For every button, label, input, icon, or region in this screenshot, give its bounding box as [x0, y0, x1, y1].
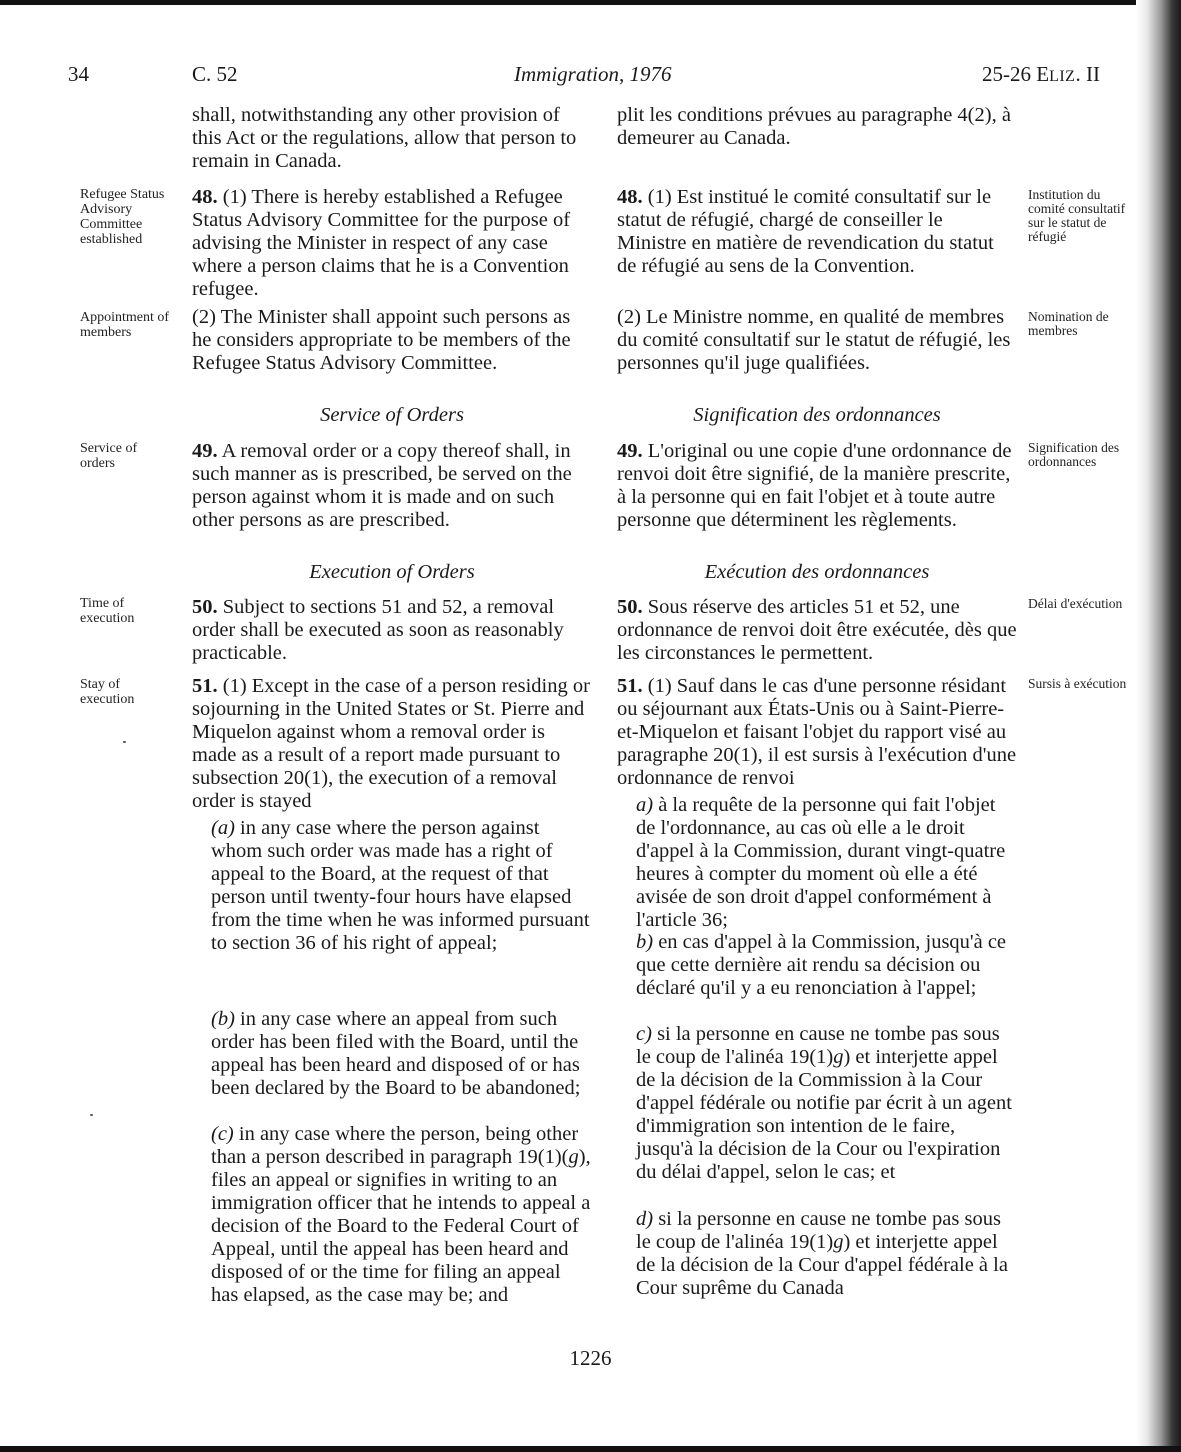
en-heading-execution: Execution of Orders [309, 561, 475, 583]
fr-para-d-text-1: si la personne en cause ne tombe pas sous le coup de l'alinéa 19(1) [636, 1208, 1001, 1253]
en-s48-number: 48. [192, 186, 218, 208]
print-speck [123, 741, 126, 743]
fr-s50-text: Sous réserve des articles 51 et 52, une ordonnance de renvoi doit être exécutée, dès que les circonstances le permettent. [617, 596, 1017, 664]
en-s48-1-text: (1) There is hereby established a Refugee Status Advisory Committee for the purpose of advising the Minister in respect of any case where a person claims that he is a Convention refugee. [192, 186, 571, 300]
en-s51-text: (1) Except in the case of a person residing or sojourning in the United States or St. Pierre and Miquelon against whom a removal order is made as a result of a report made pursuant to subsection 20(1), the execution of a removal order is stayed [192, 675, 590, 812]
fr-para-b-text: en cas d'appel à la Commission, jusqu'à ce que cette dernière ait rendu sa décision ou déclaré qu'il y a eu renonciation à l'appel; [636, 931, 1007, 999]
en-section-50 [192, 596, 592, 665]
fr-heading-execution: Exécution des ordonnances [704, 561, 930, 583]
en-para-b-label: (b) [211, 1008, 235, 1030]
fr-para-d-g: g [833, 1231, 844, 1253]
margin-note-appointment: Appointment of members [80, 310, 170, 340]
fr-s49-text: L'original ou une copie d'une ordonnance de renvoi doit être signifié, de la manière prescrite, à la personne qui en fait l'objet et à toute autre personne que déterminent les règlements. [617, 440, 1012, 531]
statute-title: Immigration, 1976 [514, 62, 672, 86]
en-heading-service: Service of Orders [320, 404, 464, 426]
fr-section-48-1 [617, 186, 1017, 278]
fr-section-49 [617, 440, 1017, 532]
fr-heading-service: Signification des ordonnances [693, 404, 941, 426]
fr-section-48-2: (2) Le Ministre nomme, en qualité de membres du comité consultatif sur le statut de réfugié, les personnes qu'il juge qualifiées. [617, 306, 1011, 374]
fr-continuation: plit les conditions prévues au paragraphe 4(2), à demeurer au Canada. [617, 104, 1011, 149]
en-section-48-1 [192, 186, 592, 301]
en-s49-number: 49. [192, 440, 218, 462]
regnal-smallcaps: LIZ [1049, 68, 1076, 85]
fr-para-c-label: c) [636, 1023, 652, 1045]
fr-s48-1-text: (1) Est institué le comité consultatif sur le statut de réfugié, chargé de conseiller le Ministre en matière de revendication du statut de réfugié au sens de la Convention. [617, 186, 994, 277]
fr-para-a-label: a) [636, 794, 654, 816]
margin-note-time-execution: Time of execution [80, 596, 135, 626]
page-number: 34 [68, 62, 89, 86]
fr-paragraph-c [617, 1023, 1017, 1184]
fr-section-51-1 [617, 675, 1017, 790]
en-paragraph-a [192, 817, 592, 955]
fr-paragraph-b [617, 931, 1017, 1000]
en-para-c-text-2: ), files an appeal or signifies in writing to an immigration officer that he intends to appeal a decision of the Board to the Federal Court of Appeal, until the appeal has been heard and disposed of or the time for filing an appeal has elapsed, as the case may be; and [211, 1146, 591, 1306]
scan-bottom-border [0, 1446, 1181, 1452]
margin-note-refugee-committee: Refugee Status Advisory Committee established [80, 187, 165, 247]
en-s50-number: 50. [192, 596, 218, 618]
margin-note-service: Service of orders [80, 441, 138, 471]
fr-paragraph-a [617, 794, 1017, 932]
fr-s50-number: 50. [617, 596, 643, 618]
fr-para-c-text-1: si la personne en cause ne tombe pas sous le coup de l'alinéa 19(1) [636, 1023, 1000, 1068]
binding-shadow [1136, 0, 1181, 1452]
regnal-suffix: . II [1075, 62, 1100, 86]
margin-note-signification: Signification des ordonnances [1028, 440, 1120, 469]
scan-top-border [0, 0, 1181, 5]
en-para-c-text-1: in any case where the person, being other than a person described in paragraph 19(1)( [211, 1123, 579, 1168]
en-continuation: shall, notwithstanding any other provision of this Act or the regulations, allow that person to remain in Canada. [192, 104, 577, 172]
fr-para-c-g: g [833, 1046, 844, 1068]
en-paragraph-b [192, 1008, 592, 1100]
print-speck [90, 1114, 93, 1116]
fr-paragraph-d [617, 1208, 1017, 1300]
en-section-49 [192, 440, 592, 532]
margin-note-delai: Délai d'exécution [1028, 596, 1123, 611]
fr-section-50 [617, 596, 1017, 665]
fr-para-a-text: à la requête de la personne qui fait l'objet de l'ordonnance, au cas où elle a le droit d'appel à la Commission, durant vingt-quatre heures à compter du moment où elle a été avisée de son droit d'appel conformément à l'article 36; [636, 794, 1006, 931]
en-s49-text: A removal order or a copy thereof shall, in such manner as is prescribed, be served on the person against whom it is made and on such other persons as are prescribed. [192, 440, 572, 531]
fr-para-d-label: d) [636, 1208, 654, 1230]
fr-para-d-text-2: ) et interjette appel de la décision de la Cour d'appel fédérale à la Cour suprême du Canada [636, 1231, 1008, 1299]
chapter-number: C. 52 [192, 62, 238, 86]
en-para-c-label: (c) [211, 1123, 234, 1145]
en-para-a-label: (a) [211, 817, 235, 839]
margin-note-institution: Institution du comité consultatif sur le statut de réfugié [1028, 187, 1126, 244]
fr-s51-text: (1) Sauf dans le cas d'une personne résidant ou séjournant aux États-Unis ou à Saint-Pierre-et-Miquelon et faisant l'objet du rapport visé au paragraphe 20(1), il est sursis à l'exécution d'une ordonnance de renvoi [617, 675, 1017, 789]
fr-s48-number: 48. [617, 186, 643, 208]
fr-para-b-label: b) [636, 931, 654, 953]
en-s50-text: Subject to sections 51 and 52, a removal order shall be executed as soon as reasonably practicable. [192, 596, 564, 664]
fr-s49-number: 49. [617, 440, 643, 462]
regnal-year [982, 62, 1100, 89]
regnal-prefix: 25-26 E [982, 62, 1050, 86]
en-section-48-2: (2) The Minister shall appoint such persons as he considers appropriate to be members of the Refugee Status Advisory Committee. [192, 306, 571, 374]
en-para-c-g: g [568, 1146, 579, 1168]
folio-number: 1226 [569, 1346, 612, 1370]
margin-note-sursis: Sursis à exécution [1028, 676, 1127, 691]
fr-para-c-text-2: ) et interjette appel de la décision de la Commission à la Cour d'appel fédérale ou notifie par écrit à un agent d'immigration son intention de le faire, jusqu'à la décision de la Cour ou l'expiration du délai d'appel, selon le cas; et [636, 1046, 1012, 1183]
en-para-a-text: in any case where the person against whom such order was made has a right of appeal to the Board, at the request of that person until twenty-four hours have elapsed from the time when he was informed pursuant to section 36 of his right of appeal; [211, 817, 590, 954]
en-s51-number: 51. [192, 675, 218, 697]
margin-note-stay-execution: Stay of execution [80, 677, 135, 707]
en-section-51-1 [192, 675, 592, 813]
en-para-b-text: in any case where an appeal from such order has been filed with the Board, until the appeal has been heard and disposed of or has been declared by the Board to be abandoned; [211, 1008, 581, 1099]
margin-note-nomination: Nomination de membres [1028, 309, 1109, 338]
en-paragraph-c [192, 1123, 592, 1307]
fr-s51-number: 51. [617, 675, 643, 697]
